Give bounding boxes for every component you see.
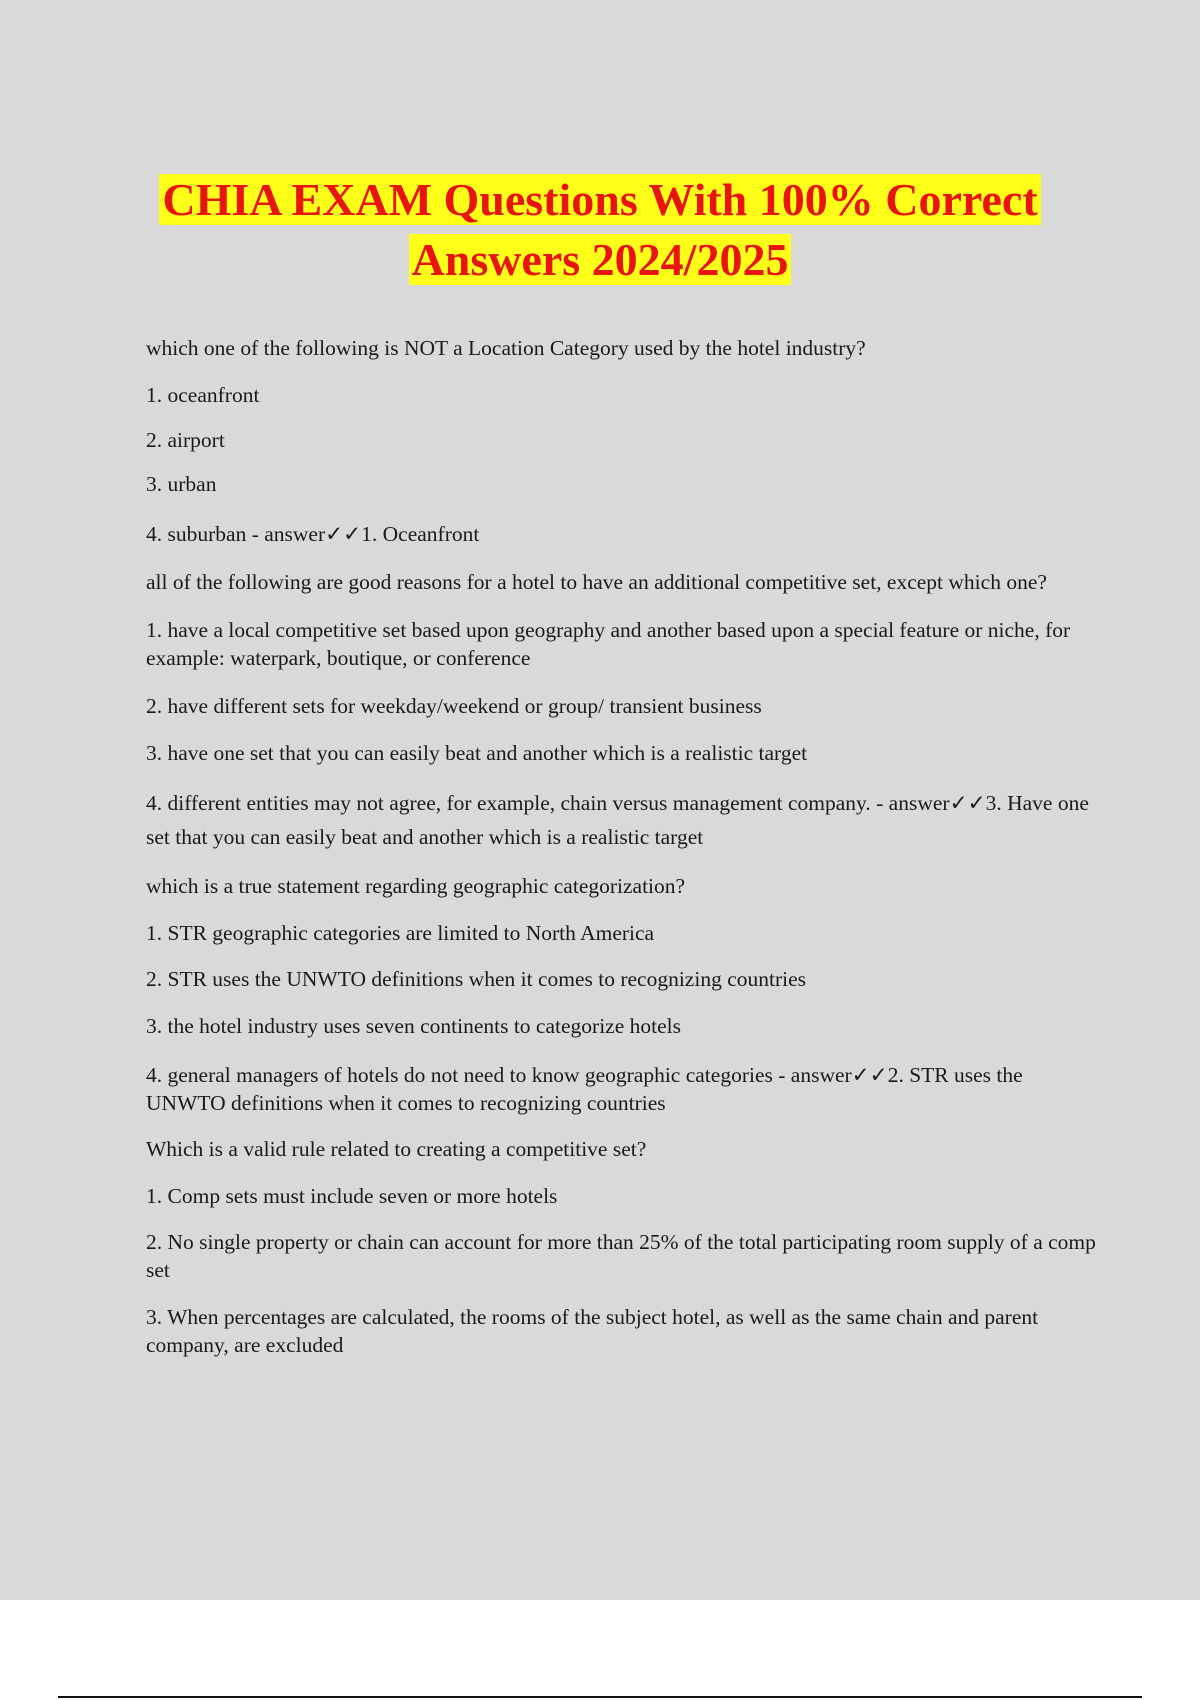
question-3-option-2: 2. STR uses the UNWTO definitions when it comes to recognizing countries [146, 967, 807, 991]
question-2-option-1: 1. have a local competitive set based upon geography and another based upon a special feature or niche, for example: waterpark, boutique, or conference [146, 618, 1071, 670]
question-1-option-2: 2. airport [146, 428, 225, 452]
question-3-option-3: 3. the hotel industry uses seven continents to categorize hotels [146, 1014, 681, 1038]
title-line-2: Answers 2024/2025 [409, 234, 792, 285]
question-1-option-1: 1. oceanfront [146, 383, 260, 407]
title-line-1: CHIA EXAM Questions With 100% Correct [159, 174, 1040, 225]
question-2-option-2: 2. have different sets for weekday/weekend or group/ transient business [146, 694, 762, 718]
question-4-text: Which is a valid rule related to creating a competitive set? [146, 1137, 647, 1161]
question-1-answer: 4. suburban - answer✓✓1. Oceanfront [146, 522, 480, 546]
question-4-option-1: 1. Comp sets must include seven or more hotels [146, 1184, 558, 1208]
question-1-text: which one of the following is NOT a Location Category used by the hotel industry? [146, 336, 866, 360]
document-body [146, 334, 1096, 1359]
question-3-text: which is a true statement regarding geographic categorization? [146, 874, 686, 898]
question-3-answer: 4. general managers of hotels do not need to know geographic categories - answer✓✓2. STR uses the UNWTO definitions when it comes to recognizing countries [146, 1063, 1023, 1115]
footer-divider [58, 1696, 1142, 1698]
question-4-option-2: 2. No single property or chain can account for more than 25% of the total participating room supply of a comp set [146, 1230, 1096, 1282]
question-2-answer: 4. different entities may not agree, for example, chain versus management company. - answer✓✓3. Have one set that you can easily beat and another which is a realistic target [146, 791, 1089, 849]
question-2-option-3: 3. have one set that you can easily beat and another which is a realistic target [146, 741, 808, 765]
question-4-option-3: 3. When percentages are calculated, the rooms of the subject hotel, as well as the same chain and parent company, are excluded [146, 1305, 1039, 1357]
document-title [0, 170, 1200, 290]
question-2-text: all of the following are good reasons for a hotel to have an additional competitive set, except which one? [146, 570, 1047, 594]
question-1-option-3: 3. urban [146, 472, 217, 496]
question-3-option-1: 1. STR geographic categories are limited to North America [146, 921, 655, 945]
